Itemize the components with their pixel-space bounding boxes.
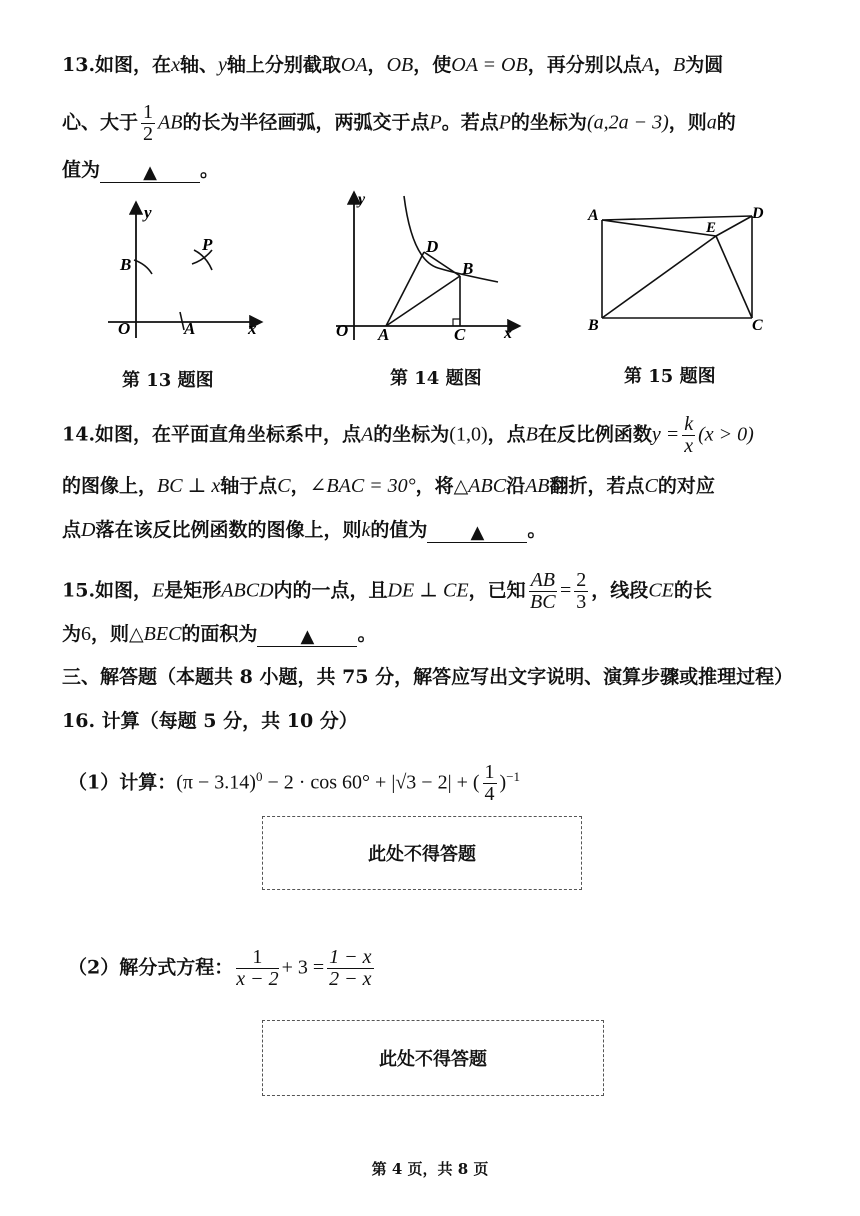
q13-line3: 值为 ▲ 。 — [62, 159, 220, 183]
fig13-label-y: y — [144, 203, 152, 222]
fig15-caption: 第 15 题图 — [624, 366, 716, 387]
q16-part2: （2）解分式方程： $\frac{1}{x - 2}$ + 3 = $\frac{1 - x}{2 - x}$ — [68, 946, 372, 990]
figure-14 — [328, 188, 524, 348]
fig14-label-a: A — [378, 325, 390, 344]
fraction-left: $\frac{1}{x - 2}$ — [236, 946, 279, 990]
figure-15 — [584, 200, 774, 340]
fraction-ab-over-bc: $\frac{AB}{BC}$ — [530, 569, 556, 613]
answer-blank: ▲ — [427, 524, 527, 543]
q16-part1: （1）计算：$(\pi - 3.14)^0 - 2 \cdot \cos 60^\circ + |√3 - 2|$ + ( $\frac{1}{4}$ )$^{-1}$ — [68, 761, 521, 805]
fig14-label-o: O — [336, 321, 349, 340]
answer-blank: ▲ — [100, 164, 200, 183]
q13-line2: 心、大于 $\frac{1}{2}$ AB的长为半径画弧，两弧交于点P。若点P的坐标为(a,2a − 3)，则a的 — [62, 101, 736, 145]
fig14-label-b: B — [462, 259, 474, 278]
fig15-label-e: E — [706, 220, 717, 236]
fraction-half: $\frac{1}{2}$ — [143, 101, 154, 145]
q13-line1: 13.如图，在x轴、y轴上分别截取OA，OB，使OA = OB，再分别以点A，B为圆 — [62, 54, 724, 76]
fig14-label-d: D — [426, 237, 439, 256]
section-heading: 三、解答题（本题共 8 小题，共 75 分，解答应写出文字说明、演算步骤或推理过程） — [62, 666, 794, 688]
figure-13 — [100, 198, 280, 348]
fig13-label-x: x — [248, 319, 257, 338]
page-footer: 第 4 页，共 8 页 — [371, 1160, 489, 1178]
answer-blank: ▲ — [257, 628, 357, 647]
fig13-caption: 第 13 题图 — [122, 370, 214, 391]
fraction-k-over-x: $\frac{k}{x}$ — [684, 413, 694, 457]
fig14-caption: 第 14 题图 — [390, 368, 482, 389]
no-answer-box-2: 此处不得答题 — [262, 1020, 604, 1096]
fig14-label-x: x — [504, 325, 512, 342]
fig14-label-y: y — [358, 191, 366, 208]
fig13-label-b: B — [120, 255, 132, 274]
fraction-two-thirds: $\frac{2}{3}$ — [576, 569, 587, 613]
fig15-label-b: B — [588, 317, 599, 334]
fig14-label-c: C — [454, 325, 466, 344]
fraction-right: $\frac{1 - x}{2 - x}$ — [329, 946, 372, 990]
q14-line1: 14.如图，在平面直角坐标系中，点A的坐标为(1,0)，点B在反比例函数y = $\frac{k}{x}$ (x > 0) — [62, 413, 754, 457]
q14-line3: 点D落在该反比例函数的图像上，则k的值为 ▲ 。 — [62, 519, 547, 543]
fig13-label-a: A — [184, 319, 196, 338]
fig13-label-o: O — [118, 319, 131, 338]
fig15-label-c: C — [752, 317, 763, 334]
fig15-label-d: D — [752, 205, 764, 222]
q15-line1: 15.如图，E是矩形ABCD内的一点，且DE ⊥ CE，已知 $\frac{AB}{BC}$ = $\frac{2}{3}$ ，线段CE的长 — [62, 569, 712, 613]
q15-line2: 为6，则△BEC的面积为 ▲ 。 — [62, 623, 377, 647]
fig13-label-p: P — [202, 235, 213, 254]
fig15-label-a: A — [588, 207, 599, 224]
no-answer-box-1: 此处不得答题 — [262, 816, 582, 890]
q14-line2: 的图像上，BC ⊥ x轴于点C，∠BAC = 30°，将△ABC沿AB翻折，若点C的对应 — [62, 475, 715, 497]
q16-title: 16. 计算（每题 5 分，共 10 分） — [62, 710, 358, 732]
fraction-quarter: $\frac{1}{4}$ — [484, 761, 495, 805]
